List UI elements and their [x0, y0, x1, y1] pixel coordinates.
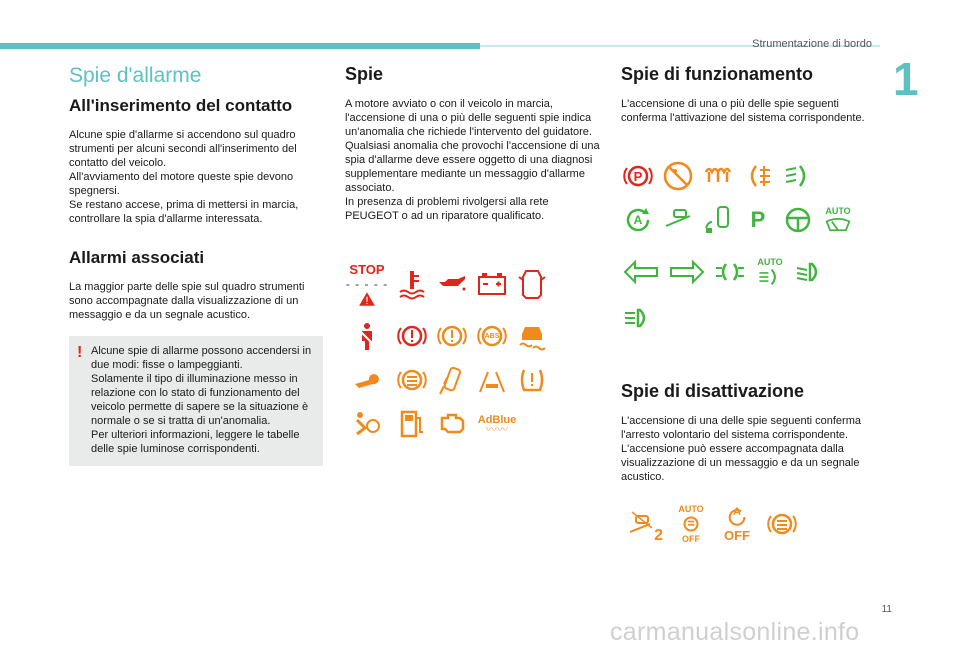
- watermark: carmanualsonline.info: [610, 618, 860, 646]
- warning-row-4: [345, 407, 600, 441]
- right-turn-signal-icon: [667, 255, 707, 289]
- stop-start-icon: A: [621, 203, 655, 237]
- side-lights-icon: [713, 255, 747, 289]
- tyre-pressure-icon: [515, 363, 549, 397]
- warning-row-3: [345, 363, 600, 397]
- auto-headlamps-icon: AUTO: [753, 255, 787, 289]
- column-1: [69, 64, 323, 466]
- heading-contatto: All'inserimento del contatto: [69, 96, 293, 115]
- lane-departure-icon: [435, 363, 469, 397]
- battery-icon: [475, 267, 509, 301]
- electronic-brake-off-icon: [765, 507, 799, 541]
- warning-row-2: [345, 319, 600, 353]
- adaptive-driving-icon: [475, 363, 509, 397]
- paragraph-funzionamento: L'accensione di una o più delle spie seguenti conferma l'attivazione del sistema corrispondente.: [621, 98, 865, 124]
- page-number: 11: [881, 604, 892, 615]
- dipped-beam-icon: [793, 255, 827, 289]
- exclamation-icon: !: [77, 344, 83, 361]
- auto-wipers-icon: AUTO: [821, 203, 855, 237]
- indicator-row-3: [621, 255, 876, 289]
- left-turn-signal-icon: [621, 255, 661, 289]
- lane-keep-icon: [661, 203, 695, 237]
- indicator-row-4: [621, 301, 876, 335]
- airbag-icon: [345, 407, 389, 441]
- front-fog-light-icon: [781, 159, 815, 193]
- note-text: Alcune spie di allarme possono accendersi in due modi: fisse o lampeggianti. Solamente il tipo di illuminazione messo in relazione con lo stato di funzionamento del veicolo permette di sapere se la situazione è normale o se si tratta di un'anomalia. Per ulteriori informazioni, leggere le tabelle delle spie luminose corrispondenti.: [91, 345, 312, 455]
- oil-pressure-icon: [435, 267, 469, 301]
- heading-disattivazione: Spie di disattivazione: [621, 381, 805, 401]
- paragraph-contatto: Alcune spie d'allarme si accendono sul quadro strumenti per alcuni secondi all'inserimento del contatto del veicolo. All'avviamento del motore queste spie devono spegnersi. Se restano accese, prima di mettersi in marcia, controllare la spia d'allarme interessata.: [69, 129, 299, 225]
- heading-funzionamento: Spie di funzionamento: [621, 64, 813, 84]
- chapter-number: 1: [893, 53, 919, 105]
- warning-row-1: [345, 259, 600, 309]
- indicator-row-1: [621, 159, 876, 193]
- deactivation-icons-row: [621, 502, 876, 546]
- warning-icons-grid: [345, 259, 600, 441]
- paragraph-spie: A motore avviato o con il veicolo in marcia, l'accensione di una o più delle seguenti spie indica un'anomalia che richiede l'intervento del guidatore. Qualsiasi anomalia che provochi l'accensione di una spia d'allarme deve essere oggetto di una diagnosi supplementare mediante un messaggio d'allarme associato. In presenza di problemi rivolgersi alla rete PEUGEOT o ad un riparatore qualificato.: [345, 98, 600, 222]
- seatbelt-icon: [345, 319, 389, 353]
- door-open-icon: [515, 267, 549, 301]
- main-beam-icon: [621, 301, 655, 335]
- stability-control-icon: [515, 319, 549, 353]
- lane-keep-off-icon: 2: [621, 503, 663, 545]
- park-assist-icon: P: [750, 207, 766, 232]
- running-title: Strumentazione di bordo: [752, 38, 872, 50]
- adblue-icon: AdBlue 〰〰: [477, 414, 517, 436]
- rear-fog-light-icon: [741, 159, 775, 193]
- brake-icon: [395, 319, 429, 353]
- column-2: [345, 64, 600, 441]
- section-title: Spie d'allarme: [69, 64, 202, 87]
- stop-icon: STOP - - - - -: [345, 259, 389, 309]
- braking-system-fault-icon: [435, 319, 469, 353]
- paragraph-allarmi: La maggior parte delle spie sul quadro strumenti sono accompagnate dalla visualizzazione di un messaggio e da un segnale acustico.: [69, 281, 305, 321]
- hands-free-parking-icon: [701, 203, 735, 237]
- column-3: [621, 64, 876, 546]
- indicator-row-2: [621, 203, 876, 237]
- stop-start-off-icon: A OFF: [724, 506, 750, 543]
- cruise-control-icon: [781, 203, 815, 237]
- engine-fault-icon: [435, 407, 469, 441]
- indicator-icons-grid: [621, 159, 876, 335]
- coolant-temperature-icon: [395, 267, 429, 301]
- note-box: [69, 336, 323, 466]
- abs-icon: ABS: [475, 319, 509, 353]
- service-wrench-icon: [345, 363, 389, 397]
- auto-brake-off-icon: AUTO OFF: [678, 504, 704, 544]
- heading-allarmi: Allarmi associati: [69, 248, 205, 267]
- header-bar: [0, 43, 480, 49]
- parking-brake-icon: P: [621, 159, 655, 193]
- heading-spie: Spie: [345, 64, 384, 84]
- paragraph-disattivazione: L'accensione di una delle spie seguenti conferma l'arresto volontario del sistema corrispondente. L'accensione può essere accompagnata dalla visualizzazione di un messaggio e da un segnale acustico.: [621, 415, 861, 483]
- airbag-off-icon: [661, 159, 695, 193]
- preheating-icon: [701, 159, 735, 193]
- fuel-level-icon: [395, 407, 429, 441]
- brake-pad-wear-icon: [395, 363, 429, 397]
